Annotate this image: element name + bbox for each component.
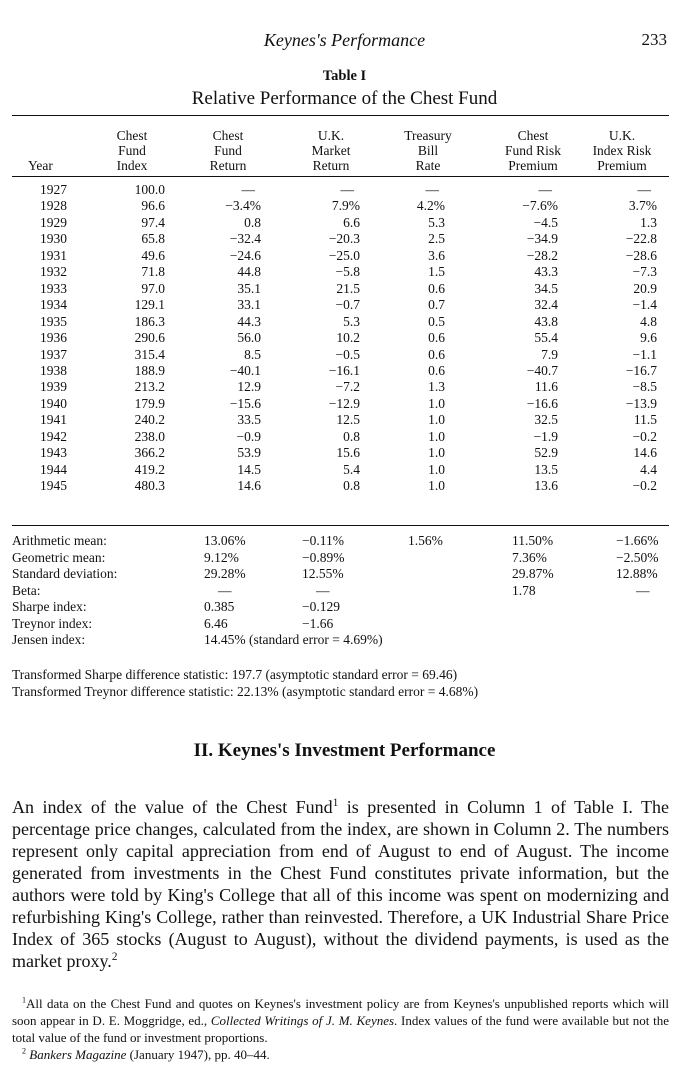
table-cell: −16.1 [328,362,360,378]
table-cell: 11.5 [633,412,657,428]
table-cell: 7.9 [541,346,558,362]
summary-cell: 1.56% [408,533,443,548]
table-cell: 0.6 [428,280,445,296]
summary-cell: 6.46 [204,615,228,631]
summary-cell: 12.55% [302,566,344,581]
table-cell: 0.6 [428,362,445,378]
table-cell: 10.2 [336,330,360,346]
summary-cell: 11.50% [512,533,554,548]
page-header [0,30,689,52]
year-cell: 1940 [40,395,67,411]
table-cell: 238.0 [134,428,165,444]
table-cell: — [538,182,552,197]
table-cell: 9.6 [640,330,657,346]
summary-cell: 1.78 [512,582,536,598]
summary-cell: −2.50% [616,549,659,565]
table-cell: −12.9 [328,395,360,411]
summary-cell: −1.66 [302,615,334,631]
table-cell: 55.4 [534,330,558,346]
table-cell: −0.7 [335,297,360,313]
table-cell: 65.8 [141,231,165,247]
table-cell: 0.5 [428,313,445,329]
table-cell: 0.6 [428,346,445,362]
table-cell: 32.4 [534,297,558,313]
table-cell: 1.5 [428,264,445,280]
table-cell: −34.9 [526,231,558,247]
table-cell: 5.3 [343,313,360,329]
table-cell: 4.4 [640,461,657,477]
table-cell: −0.9 [236,428,261,444]
summary-cell: −0.129 [302,599,340,614]
column-header: Treasury Bill Rate [404,128,452,173]
summary-rule [12,525,669,526]
column-header: Chest Fund Return [209,128,247,173]
table-cell: 1.3 [640,214,657,230]
table-cell: 8.5 [244,346,261,362]
footnote-1: $^1$All data on the Chest Fund and quotes on Keynes's investment policy are from Keynes's unpublished reports which will soon appear in D. E. Moggridge, ed., Collected Writings of J. M. Keynes. Index values of the fund were available but not the total value of the fund or investment proportions. [12,995,669,1045]
table-cell: −28.2 [526,247,558,263]
table-cell: 2.5 [428,231,445,247]
table-cell: 290.6 [134,330,165,346]
table-cell: 179.9 [134,395,165,411]
summary-cell: −1.66% [616,533,659,548]
table-cell: 44.3 [237,313,261,329]
table-cell: 33.5 [237,412,261,428]
year-cell: 1929 [40,214,67,230]
table-cell: 21.5 [336,280,360,296]
table-cell: 0.6 [428,330,445,346]
table-cell: 1.0 [428,395,445,411]
table-cell: — [241,182,255,197]
table-cell: −7.2 [335,379,360,395]
year-cell: 1933 [40,280,67,296]
table-cell: 0.8 [343,428,360,444]
table-cell: 71.8 [141,264,165,280]
year-cell: 1931 [40,247,67,263]
table-cell: 4.2% [416,198,445,214]
year-cell: 1945 [40,478,67,494]
table-cell: 240.2 [134,412,165,428]
table-cell: 52.9 [534,445,558,461]
table-cell: — [340,182,354,197]
year-cell: 1941 [40,412,67,428]
table-cell: −5.8 [335,264,360,280]
table-cell: 15.6 [336,445,360,461]
table-cell: 6.6 [343,214,360,230]
summary-cell: — [316,582,330,598]
jensen-value: 14.45% (standard error = 4.69%) [204,632,383,647]
column-header: U.K. Index Risk Premium [592,128,652,173]
year-cell: 1938 [40,362,67,378]
table-cell: 3.7% [628,198,657,214]
table-label: Table I [322,68,367,84]
table-cell: 56.0 [237,330,261,346]
summary-cell: 7.36% [512,549,547,565]
table-cell: −3.4% [225,198,261,214]
year-cell: 1936 [40,330,67,346]
table-cell: 20.9 [633,280,657,296]
summary-cell: 29.28% [204,566,246,581]
table-cell: −1.9 [533,428,558,444]
table-cell: 0.8 [343,478,360,494]
table-cell: 43.8 [534,313,558,329]
table-cell: 1.3 [428,379,445,395]
column-header: Chest Fund Risk Premium [505,128,561,173]
table-cell: 96.6 [141,198,165,214]
table-cell: 97.4 [141,214,165,230]
table-cell: −0.5 [335,346,360,362]
column-header: Chest Fund Index [116,128,148,173]
summary-label: Sharpe index: [12,599,87,614]
body-paragraph: An index of the value of the Chest Fund$^1$ is presented in Column 1 of Table I. The percentage price changes, calculated from the index, are shown in Column 2. The numbers represent only capital appreciation from end of August to end of August. The income generated from investments in the Chest Fund constitutes private information, but the authors were told by King's College that all of this income was spent on modernizing and refurbishing King's College, rather than reinvested. Therefore, a UK Industrial Share Price Index of 365 stocks (August to August), without the dividend payments, is used as the market proxy.$^2$ [12,797,669,971]
year-cell: 1937 [40,346,67,362]
table-cell: −13.9 [625,395,657,411]
footnote-ref-2[interactable]: 2 [111,951,118,963]
table-cell: 0.7 [428,297,445,313]
table-cell: −28.6 [625,247,657,263]
table-cell: −16.7 [625,362,657,378]
year-cell: 1927 [40,182,67,197]
table-note: Transformed Sharpe difference statistic: 197.7 (asymptotic standard error = 69.46) [12,667,458,682]
table-cell: 12.9 [237,379,261,395]
year-cell: 1943 [40,445,67,461]
table-cell: −0.2 [632,428,657,444]
footnote-2: $^2$ Bankers Magazine (January 1947), pp. 40–44. [22,1046,270,1062]
table-cell: −8.5 [632,379,657,395]
table-cell: 129.1 [134,297,165,313]
table-cell: −40.1 [229,362,261,378]
table-cell: −25.0 [328,247,360,263]
summary-label: Beta: [12,582,41,598]
table-cell: 213.2 [134,379,165,395]
summary-label: Arithmetic mean: [12,533,107,548]
table-cell: 34.5 [534,280,558,296]
table-cell: 49.6 [141,247,165,263]
table-cell: 1.0 [428,428,445,444]
table-cell: 14.6 [633,445,657,461]
summary-cell: 0.385 [204,599,235,614]
table-cell: 53.9 [237,445,261,461]
table-cell: 1.0 [428,461,445,477]
table-note: Transformed Treynor difference statistic: 22.13% (asymptotic standard error = 4.68%) [12,684,479,699]
page-number: 233 [641,30,667,49]
column-header: Year [28,158,53,173]
footnotes [12,995,669,1063]
table-cell: −7.6% [522,198,558,214]
table-cell: 14.6 [237,478,261,494]
table-cell: 100.0 [134,182,165,197]
table-cell: 4.8 [640,313,657,329]
table-cell: 5.3 [428,214,445,230]
summary-cell: 12.88% [616,566,658,581]
summary-cell: — [218,582,232,598]
section-heading: II. Keynes's Investment Performance [193,740,496,761]
table-title: Relative Performance of the Chest Fund [191,88,498,109]
year-cell: 1935 [40,313,67,329]
table-cell: −7.3 [632,264,657,280]
table-cell: −1.4 [632,297,657,313]
year-cell: 1932 [40,264,67,280]
table-cell: 13.5 [534,461,558,477]
summary-label: Standard deviation: [12,566,118,581]
summary-cell: 9.12% [204,549,239,565]
table-cell: 33.1 [237,297,261,313]
table-cell: 186.3 [134,313,165,329]
table-cell: −24.6 [229,247,261,263]
table-cell: −15.6 [229,395,261,411]
footnote-ref-1[interactable]: 1 [332,797,339,809]
table-cell: 366.2 [134,445,165,461]
running-title: Keynes's Performance [263,30,426,50]
table-cell: −4.5 [533,214,558,230]
table-cell: 3.6 [428,247,445,263]
table-cell: 12.5 [336,412,360,428]
summary-cell: −0.11% [302,533,344,548]
table-cell: −16.6 [526,395,558,411]
table-cell: 7.9% [331,198,360,214]
table-cell: −32.4 [229,231,261,247]
table-cell: 5.4 [343,461,360,477]
summary-label: Treynor index: [12,615,93,631]
year-cell: 1934 [40,297,67,313]
year-cell: 1944 [40,461,67,477]
table-cell: 44.8 [237,264,261,280]
summary-cell: 13.06% [204,533,246,548]
table-cell: 0.8 [244,214,261,230]
column-header: U.K. Market Return [311,128,351,173]
table-cell: 1.0 [428,445,445,461]
table-cell: −22.8 [625,231,657,247]
table-cell: 419.2 [134,461,165,477]
table-cell: −20.3 [328,231,360,247]
table-cell: 188.9 [134,362,165,378]
table-cell: 13.6 [534,478,558,494]
year-cell: 1942 [40,428,67,444]
year-cell: 1930 [40,231,67,247]
table-cell: 43.3 [534,264,558,280]
table-cell: 11.6 [534,379,558,395]
table-cell: 32.5 [534,412,558,428]
summary-cell: — [636,582,650,598]
table-cell: −0.2 [632,478,657,494]
table-cell: 480.3 [134,478,165,494]
table-cell: 1.0 [428,412,445,428]
table-cell: −1.1 [632,346,657,362]
table-cell: — [637,182,651,197]
jensen-label: Jensen index: [12,632,86,647]
summary-label: Geometric mean: [12,549,106,565]
summary-cell: 29.87% [512,566,554,581]
summary-cell: −0.89% [302,549,345,565]
year-cell: 1928 [40,198,67,214]
header-rule [12,176,669,177]
table-cell: −40.7 [526,362,558,378]
table-cell: 14.5 [237,461,261,477]
table-cell: 315.4 [134,346,165,362]
table-cell: 97.0 [141,280,165,296]
table-cell: 1.0 [428,478,445,494]
year-cell: 1939 [40,379,67,395]
table-cell: — [425,182,439,197]
table-cell: 35.1 [237,280,261,296]
table-top-rule [12,115,669,116]
